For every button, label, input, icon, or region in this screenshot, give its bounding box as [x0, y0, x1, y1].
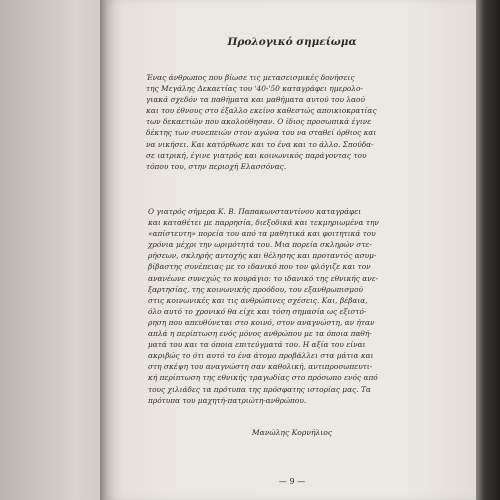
text-line: ξαρτησίας, της κοινωνικής προόδου, του εξανθρωπισμού — [148, 284, 364, 294]
page-title: Προλογικό σημείωμα — [227, 36, 357, 48]
book-right-edge — [476, 0, 500, 500]
page-number: — 9 — — [278, 477, 306, 486]
text-line: στη σκέψη του αναγνώστη σαν καθολική, αντιπροσωπευτι- — [148, 362, 373, 372]
book-page — [108, 0, 476, 500]
text-line: σε ιατρική, έγινε γιατρός και κοινωνικός παράγοντας του — [146, 150, 367, 160]
text-line: τους χιλιάδες τα πρότυπα της πρόσφατης ιστορίας μας. Τα — [148, 384, 371, 394]
text-line: Ο γιατρός σήμερα Κ. Β. Παπακωνσταντίνου καταγράφει — [148, 207, 362, 216]
paragraph-2 — [148, 206, 458, 406]
text-line: ρήσεων, σκληρής αντοχής και θέλησης και προταντός ασυμ- — [148, 251, 377, 261]
text-line: «απίστευτη» πορεία του από τα μαθητικά και φοιτητικά του — [148, 229, 376, 239]
text-line: Ένας άνθρωπος που βίωσε τις μετασεισμικές δονήσεις — [146, 73, 355, 82]
text-line: χρόνια μέχρι την ωριμότητά του. Μια πορεία σκληρών στε- — [148, 240, 372, 250]
text-line: των δεκαετιών που ακολούθησαν. Ο ίδιος προσωπικά έγινε — [146, 117, 372, 127]
text-line: δέκτης των συνεπειών στον αγώνα του να σταθεί όρθιος και — [146, 128, 377, 138]
paragraph-1 — [146, 72, 456, 172]
text-line: και καταθέτει με παρρησία, διεξοδικά και τεκμηριωμένα την — [148, 218, 379, 228]
text-line: ακριβώς το ότι αυτό το ένα άτομο προβάλλει στα μάτια και — [148, 351, 374, 361]
text-line: όλο αυτό το χρονικό θα είχε και τόση σημασία ως εξιστό- — [148, 306, 367, 316]
author-signature: Μανώλης Κορνήλιος — [251, 428, 333, 437]
text-line: ματά του και τα όποια επιτεύγματά του. Η αξία του είναι — [148, 340, 366, 350]
text-line: γιακά σχεδόν τα παθήματα και μαθήματα αυτού του λαού — [146, 95, 365, 105]
text-line: ρηση που απευθύνεται στο κοινό, στον αναγνώστη, αν ήταν — [148, 317, 375, 327]
text-line: τόπου του, στην περιοχή Ελασσόνας. — [146, 161, 287, 171]
text-line: βίβαστης συνέπειας με το ιδανικό που τον φλόγιζε και τον — [148, 262, 371, 272]
text-line: να νικήσει. Και κατόρθωσε και το ένα και το άλλο. Σπούδα- — [146, 139, 374, 149]
text-line: και του έθνους στο έξαλλο εκείνο καθεστώς αποικιοκρατίας — [146, 106, 377, 116]
text-line: κή περίπτωση της εθνικής τραγωδίας στο πρόσωπο ενός από — [148, 373, 378, 383]
text-line: πρότυπα του μαχητή-πατριώτη-ανθρώπου. — [148, 395, 307, 405]
text-line: στις κοινωνικές και τις ανθρώπινες σχέσεις. Και, βέβαια, — [148, 295, 368, 305]
text-line: της Μεγάλης Δεκαετίας του '40-'50 καταγράφει ημερολο- — [146, 84, 363, 94]
text-line: απλά η περίπτωση ενός μόνος ανθρώπου με τα όποια παθή- — [148, 329, 372, 339]
text-line: ανανέωνε συνεχώς το κουράγιο: το ιδανικό της εθνικής ανε- — [148, 273, 379, 283]
previous-page-edge — [0, 0, 108, 500]
